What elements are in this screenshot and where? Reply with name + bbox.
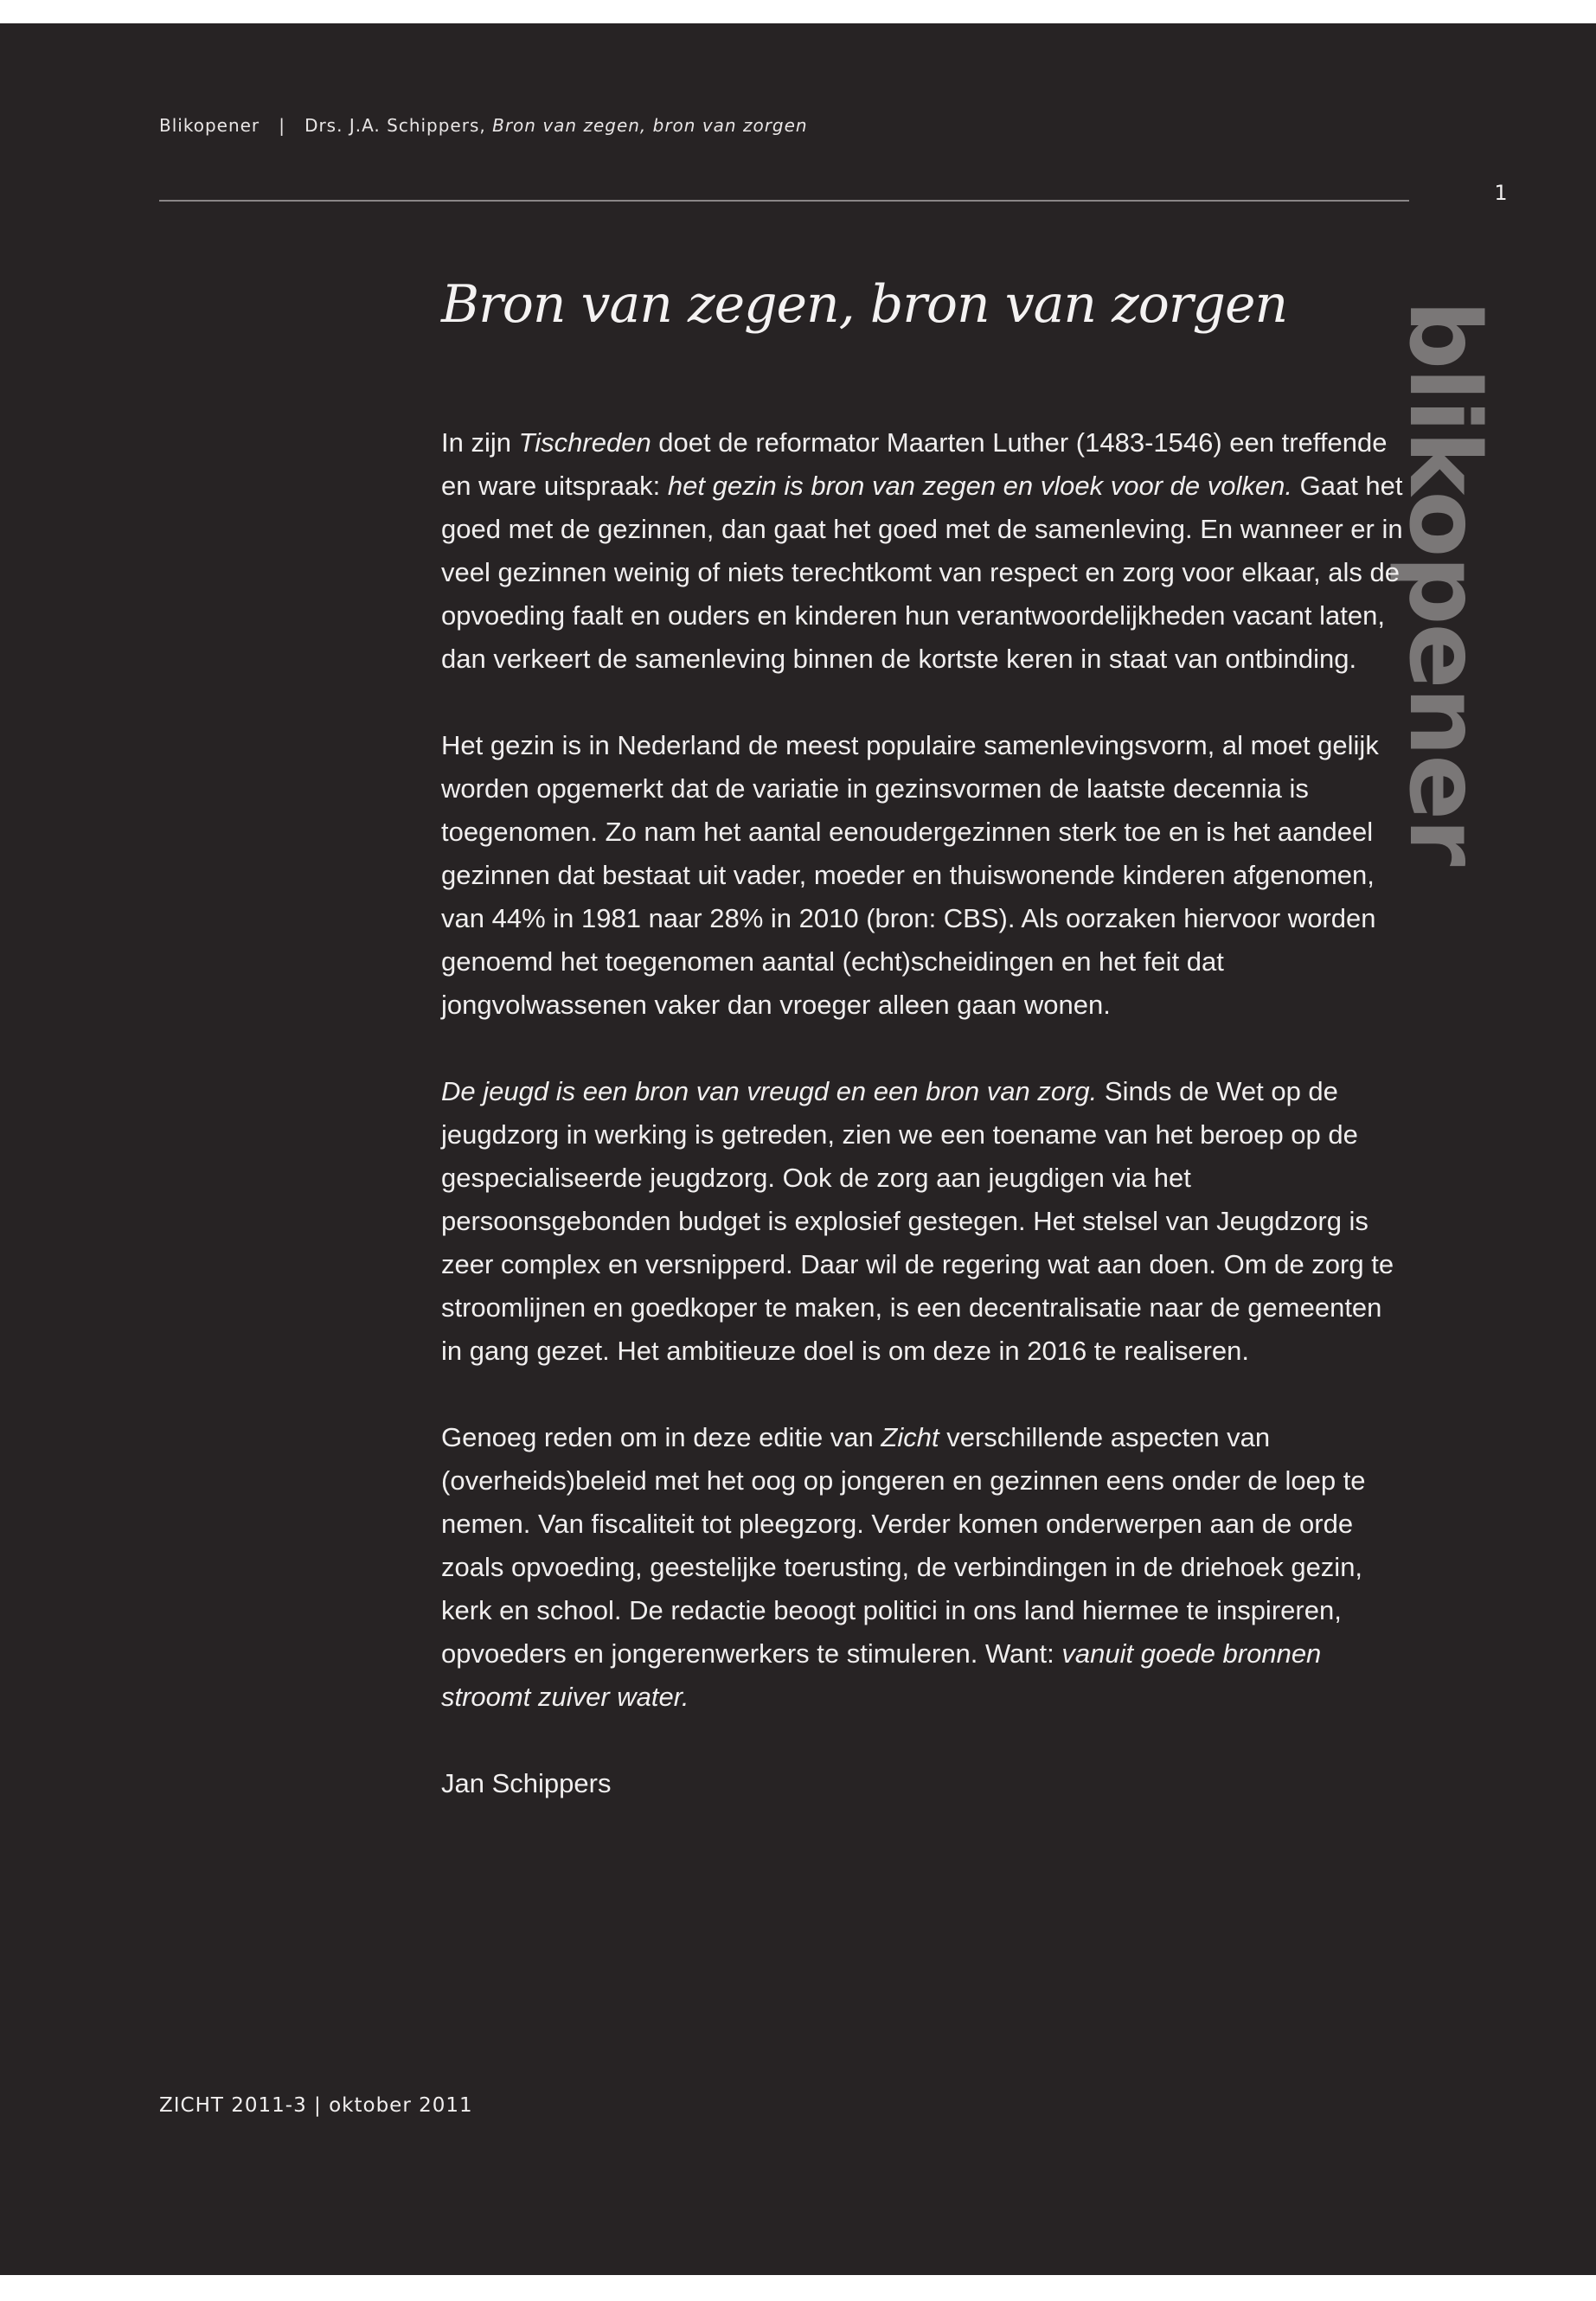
header-article-title: Bron van zegen, bron van zorgen <box>492 115 808 136</box>
text-run-italic: De jeugd is een bron van vreugd en een bron van zorg. <box>441 1076 1098 1106</box>
paragraph-2: Het gezin is in Nederland de meest populaire samenlevingsvorm, al moet gelijk worden opgemerkt dat de variatie in gezinsvormen de laatste decennia is toegenomen. Zo nam het aantal eenoudergezinnen sterk toe en is het aandeel gezinnen dat bestaat uit vader, moeder en thuiswonende kinderen afgenomen, van 44% in 1981 naar 28% in 2010 (bron: CBS). Als oorzaken hiervoor worden genoemd het toegenomen aantal (echt)scheidingen en het feit dat jongvolwassenen vaker dan vroeger alleen gaan wonen. <box>441 730 1379 1020</box>
text-run: In zijn <box>441 427 519 458</box>
text-run: Genoeg reden om in deze editie van <box>441 1422 881 1452</box>
header-author: Drs. J.A. Schippers, <box>304 115 486 136</box>
text-run: verschillende aspecten van (overheids)beleid met het oog op jongeren en gezinnen eens onder de loep te nemen. Van fiscaliteit tot pleegzorg. Verder komen onderwerpen aan de orde zoals opvoeding, geestelijke toerusting, de verbindingen in de driehoek gezin, kerk en school. De redactie beoogt politici in ons land hiermee te inspireren, opvoeders en jongerenwerkers te stimuleren. Want: <box>441 1422 1366 1669</box>
header-rule <box>159 200 1409 202</box>
running-header <box>159 115 808 136</box>
section-label: blikopener <box>1388 300 1500 865</box>
paragraph-1 <box>441 421 1410 681</box>
header-separator: | <box>279 115 285 136</box>
text-run: Gaat het goed met de gezinnen, dan gaat het goed met de samenleving. En wanneer er in veel gezinnen weinig of niets terechtkomt van respect en zorg voor elkaar, als de opvoeding faalt en ouders en kinderen hun verantwoordelijkheden vacant laten, dan verkeert de samenleving binnen de kortste keren in staat van ontbinding. <box>441 471 1403 674</box>
article-title: Bron van zegen, bron van zorgen <box>441 274 1288 335</box>
text-run: Sinds de Wet op de jeugdzorg in werking is getreden, zien we een toename van het beroep op de gespecialiseerde jeugdzorg. Ook de zorg aan jeugdigen via het persoonsgebonden budget is explosief gestegen. Het stelsel van Jeugdzorg is zeer complex en versnipperd. Daar wil de regering wat aan doen. Om de zorg te stroomlijnen en goedkoper te maken, is een decentralisatie naar de gemeenten in gang gezet. Het ambitieuze doel is om deze in 2016 te realiseren. <box>441 1076 1394 1366</box>
article-body <box>441 421 1410 1849</box>
text-run: doet de reformator Maarten Luther (1483-1546) een treffende en ware uitspraak: <box>441 427 1388 501</box>
paragraph-4 <box>441 1416 1410 1719</box>
text-run-italic: vanuit goede bronnen stroomt zuiver water. <box>441 1638 1322 1712</box>
page <box>0 23 1596 2275</box>
page-number: 1 <box>1494 181 1508 205</box>
paragraph-3 <box>441 1070 1410 1373</box>
signature: Jan Schippers <box>441 1768 612 1798</box>
footer: ZICHT 2011-3 | oktober 2011 <box>159 2094 473 2117</box>
header-section: Blikopener <box>159 115 260 136</box>
text-run-italic: het gezin is bron van zegen en vloek voor de volken. <box>667 471 1292 501</box>
text-run-italic: Tischreden <box>518 427 651 458</box>
text-run-italic: Zicht <box>881 1422 939 1452</box>
